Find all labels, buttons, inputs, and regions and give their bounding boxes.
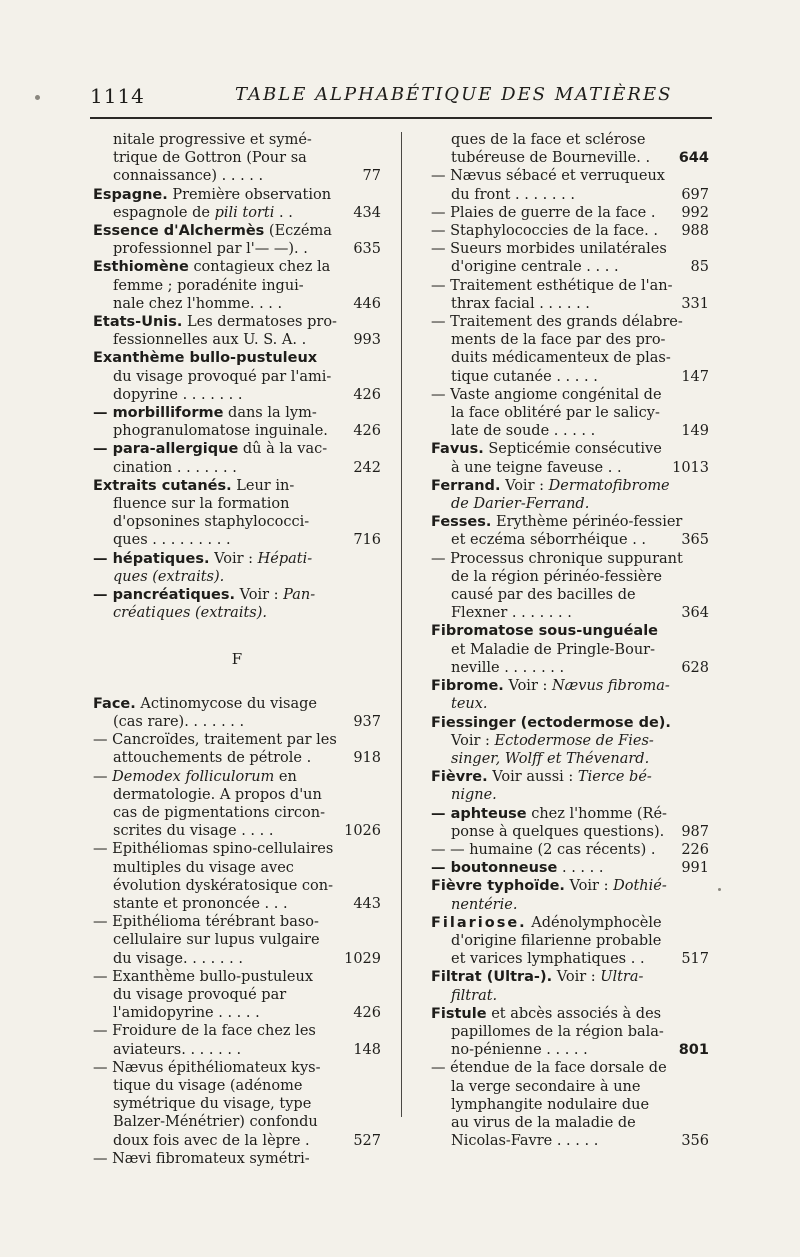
entry-text: Voir : <box>239 587 284 604</box>
index-entry <box>431 386 709 441</box>
index-entry <box>431 714 709 769</box>
entry-text: symétrique du visage, type <box>113 1096 312 1113</box>
entry-text: dû à la vac- <box>242 441 328 458</box>
entry-text: — — humaine (2 cas récents) . <box>431 841 656 858</box>
entry-text: Ultra- <box>600 969 644 986</box>
page-ref: 226 <box>681 841 709 858</box>
entry-text: Voir : <box>556 969 601 986</box>
entry-text: — <box>431 805 451 822</box>
entry-text: duits médicamenteux de plas- <box>451 350 671 367</box>
page-ref: 242 <box>353 459 381 476</box>
entry-text: — <box>93 587 113 604</box>
page-ref: 426 <box>353 1005 381 1022</box>
index-column-left <box>93 131 381 1168</box>
entry-line <box>93 768 347 786</box>
section-letter: F <box>231 650 243 669</box>
entry-text: late de soude . . . . . <box>451 423 596 440</box>
index-entry <box>431 877 709 913</box>
entry-text: Tierce bé- <box>577 769 652 786</box>
entry-text: du visage. . . . . . . <box>113 950 243 967</box>
entry-text: et abcès associés à des <box>491 1005 662 1022</box>
entry-text: causé par des bacilles de <box>451 587 636 604</box>
index-entry <box>431 131 709 167</box>
entry-text: du visage provoqué par l'ami- <box>113 368 332 385</box>
index-term: Essence d'Alchermès <box>93 223 265 240</box>
index-entry <box>431 622 709 677</box>
page-ref: 635 <box>353 241 381 258</box>
entry-text: — <box>93 441 113 458</box>
entry-text: cas de pigmentations circon- <box>113 804 325 821</box>
entry-text: papillomes de la région bala- <box>451 1023 664 1040</box>
entry-text: Première observation <box>172 186 332 203</box>
entry-line <box>93 695 347 713</box>
entry-line <box>93 204 347 222</box>
entry-line <box>431 622 675 640</box>
entry-text: Voir : <box>214 550 258 567</box>
index-term: Espagne. <box>93 186 168 203</box>
entry-text: Septicémie consécutive <box>488 441 662 458</box>
entry-text: Voir : <box>505 477 549 494</box>
index-entry <box>93 1150 381 1168</box>
index-entry <box>431 222 709 240</box>
page-ref: 918 <box>353 750 381 767</box>
index-entry <box>431 477 709 513</box>
entry-text: tubéreuse de Bourneville. . <box>451 150 651 167</box>
index-entry <box>93 731 381 767</box>
entry-text: d'origine filarienne probable <box>451 932 662 949</box>
entry-line <box>431 877 675 895</box>
index-entry <box>93 404 381 440</box>
entry-text: stante et prononcée . . . <box>113 895 288 912</box>
index-entry <box>93 258 381 313</box>
entry-text: Demodex folliculorum <box>112 768 275 785</box>
index-term: pancréatiques. <box>112 587 235 604</box>
index-entry <box>93 313 381 349</box>
entry-text: cellulaire sur lupus vulgaire <box>113 932 320 949</box>
entry-text: Voir : <box>451 732 495 749</box>
entry-line <box>93 550 347 568</box>
page-ref: 992 <box>681 204 709 221</box>
index-entry <box>93 968 381 1023</box>
entry-text: Actinomycose du visage <box>140 695 317 712</box>
index-term: Ferrand. <box>431 477 501 494</box>
entry-text: — Processus chronique suppurant <box>431 550 683 567</box>
index-term: boutonneuse <box>450 860 558 877</box>
entry-line <box>93 222 347 240</box>
index-term: Filtrat (Ultra-). <box>431 969 553 986</box>
page-ref: 147 <box>681 368 709 385</box>
entry-text: Voir : <box>508 678 552 695</box>
entry-line <box>431 914 675 932</box>
page-ref: 85 <box>690 259 709 276</box>
entry-line <box>431 732 675 750</box>
running-title: TABLE ALPHABÉTIQUE DES MATIÈRES <box>235 84 673 105</box>
entry-text: filtrat. <box>451 987 498 1004</box>
entry-text: fluence sur la formation <box>113 496 290 513</box>
entry-text: cination . . . . . . . <box>113 459 237 476</box>
page-ref: 446 <box>353 295 381 312</box>
entry-text: — Traitement des grands délabre- <box>431 314 683 331</box>
entry-text: — Staphylococcies de la face. . <box>431 223 658 240</box>
index-term: Fesses. <box>431 514 492 531</box>
entry-text: Dermatofibrome <box>548 477 670 494</box>
page-ref: 148 <box>353 1041 381 1058</box>
entry-text: — <box>93 768 113 785</box>
index-term: hépatiques. <box>112 550 210 567</box>
entry-text: tique du visage (adénome <box>113 1077 303 1094</box>
entry-text: singer, Wolff et Thévenard. <box>451 750 650 767</box>
entry-text: du front . . . . . . . <box>451 186 575 203</box>
entry-text: Nævus fibroma- <box>551 678 670 695</box>
page-ref: 331 <box>681 295 709 312</box>
page-ref: 426 <box>353 386 381 403</box>
index-term: Fiessinger (ectodermose de). <box>431 714 671 731</box>
index-entry <box>93 349 381 404</box>
entry-text: Hépati- <box>257 550 313 567</box>
index-term: Fibrome. <box>431 678 504 695</box>
entry-text: connaissance) . . . . . <box>113 168 264 185</box>
index-entry <box>93 768 381 841</box>
entry-text: du visage provoqué par <box>113 986 287 1003</box>
page-ref: 697 <box>681 186 709 203</box>
entry-text: dopyrine . . . . . . . <box>113 386 243 403</box>
entry-text: nitale progressive et symé- <box>113 132 312 148</box>
entry-text: — Epithéliomas spino-cellulaires <box>93 841 334 858</box>
entry-text: Erythème périnéo-fessier <box>496 514 683 531</box>
entry-text: fessionnelles aux U. S. A. . <box>113 332 307 349</box>
entry-text: — <box>93 405 113 422</box>
index-entry <box>431 513 709 549</box>
index-entry <box>431 204 709 222</box>
index-term: Filariose. <box>431 914 527 931</box>
index-term: Esthiomène <box>93 259 189 276</box>
entry-text: à une teigne faveuse . . <box>451 459 622 476</box>
entry-text: dermatologie. A propos d'un <box>113 786 322 803</box>
page-ref: 434 <box>353 204 381 221</box>
index-entry <box>93 131 381 186</box>
entry-text: en <box>274 768 297 785</box>
entry-text: ques de la face et sclérose <box>451 132 646 148</box>
entry-text: — Traitement esthétique de l'an- <box>431 277 673 294</box>
page-ref: 517 <box>681 951 709 968</box>
entry-text: — Nævi fibromateux symétri- <box>93 1150 310 1167</box>
header-rule <box>90 117 712 119</box>
entry-text: au virus de la maladie de <box>451 1114 636 1131</box>
entry-text: — <box>431 860 451 877</box>
page-ref: 364 <box>681 605 709 622</box>
entry-text: — <box>93 550 113 567</box>
page-number: 1114 <box>90 84 145 108</box>
entry-text: femme ; poradénite ingui- <box>113 277 304 294</box>
entry-text: aviateurs. . . . . . . <box>113 1041 242 1058</box>
entry-line <box>431 768 675 786</box>
entry-line <box>431 859 675 877</box>
entry-text: — Cancroïdes, traitement par les <box>93 732 337 749</box>
entry-text: d'origine centrale . . . . <box>451 259 619 276</box>
page-ref: 426 <box>353 423 381 440</box>
entry-text: trique de Gottron (Pour sa <box>113 150 307 167</box>
entry-text: tique cutanée . . . . . <box>451 368 598 385</box>
entry-text: lymphangite nodulaire due <box>451 1096 650 1113</box>
entry-line <box>431 805 675 823</box>
entry-line <box>431 677 675 695</box>
entry-text: professionnel par l'— —). . <box>113 241 308 258</box>
page-ref: 628 <box>681 659 709 676</box>
entry-text: Balzer-Ménétrier) confondu <box>113 1114 318 1131</box>
entry-text: scrites du visage . . . . <box>113 823 274 840</box>
page-ref: 644 <box>678 150 709 167</box>
entry-line <box>93 313 347 331</box>
index-term: morbilliforme <box>112 405 224 422</box>
entry-line <box>431 513 683 531</box>
index-entry <box>93 550 381 586</box>
entry-text: . . <box>274 204 293 221</box>
entry-text: évolution dyskératosique con- <box>113 877 334 894</box>
entry-text: de Darier-Ferrand. <box>451 496 590 513</box>
index-entry <box>431 859 709 877</box>
column-divider <box>401 132 402 1117</box>
entry-text: — Nævus sébacé et verruqueux <box>431 168 665 185</box>
entry-text: nentérie. <box>451 896 518 913</box>
entry-line <box>93 404 347 422</box>
entry-text: (Eczéma <box>268 223 332 240</box>
index-entry <box>93 840 381 913</box>
index-entry <box>431 841 709 859</box>
entry-text: Pan- <box>283 587 316 604</box>
entry-text: phogranulomatose inguinale. <box>113 423 328 440</box>
entry-text: — Exanthème bullo-pustuleux <box>93 968 314 985</box>
entry-text: ques . . . . . . . . . <box>113 532 231 549</box>
page-ref: 991 <box>681 860 709 877</box>
entry-text: ques (extraits). <box>113 568 225 585</box>
entry-line <box>93 440 347 458</box>
entry-text: Les dermatoses pro- <box>187 314 337 331</box>
entry-line <box>431 968 675 986</box>
entry-text: Leur in- <box>236 477 295 494</box>
index-column-right <box>431 131 709 1150</box>
page-ref: 443 <box>353 895 381 912</box>
entry-text: dans la lym- <box>228 405 317 422</box>
entry-text: et eczéma séborrhéique . . <box>451 532 647 549</box>
index-term: aphteuse <box>450 805 527 822</box>
index-entry <box>431 550 709 623</box>
index-entry <box>93 695 381 731</box>
index-entry <box>93 913 381 968</box>
entry-text: . . . . . <box>562 860 604 877</box>
entry-line <box>93 477 347 495</box>
entry-text: teux. <box>451 696 488 713</box>
entry-text: — Sueurs morbides unilatérales <box>431 241 667 258</box>
page-ref: 1029 <box>344 950 381 967</box>
entry-text: no-pénienne . . . . . <box>451 1042 588 1059</box>
index-term: Etats-Unis. <box>93 314 183 331</box>
entry-text: — Plaies de guerre de la face . <box>431 204 656 221</box>
entry-text: Nicolas-Favre . . . . . <box>451 1133 599 1150</box>
entry-text: Dothié- <box>613 878 667 895</box>
entry-text: l'amidopyrine . . . . . <box>113 1005 260 1022</box>
page-ref: 1013 <box>672 459 709 476</box>
index-entry <box>431 167 709 203</box>
index-term: Fibromatose sous-unguéale <box>431 623 659 640</box>
entry-text: Adénolymphocèle <box>531 914 662 931</box>
entry-text: — Epithélioma térébrant baso- <box>93 914 319 931</box>
entry-text: nigne. <box>451 787 497 804</box>
index-term: Exanthème bullo-pustuleux <box>93 350 318 367</box>
entry-text: la face oblitéré par le salicy- <box>451 405 660 422</box>
page-ref: 1026 <box>344 823 381 840</box>
ink-blot <box>35 95 40 100</box>
index-entry <box>431 914 709 969</box>
index-entry <box>93 477 381 550</box>
page-ref: 356 <box>681 1133 709 1150</box>
index-entry <box>431 277 709 313</box>
index-term: para-allergique <box>112 441 239 458</box>
index-entry <box>431 805 709 841</box>
index-entry <box>431 1005 709 1060</box>
page-ref: 77 <box>362 168 381 185</box>
entry-line <box>431 1005 675 1023</box>
index-term: Fistule <box>431 1005 487 1022</box>
entry-text: (cas rare). . . . . . . <box>113 713 245 730</box>
entry-text: ponse à quelques questions). <box>451 823 665 840</box>
index-entry <box>93 586 381 622</box>
entry-line <box>431 440 675 458</box>
entry-text: multiples du visage avec <box>113 859 294 876</box>
entry-text: ments de la face par des pro- <box>451 332 666 349</box>
entry-text: et Maladie de Pringle-Bour- <box>451 641 655 658</box>
page-ref: 716 <box>353 532 381 549</box>
page-ref: 801 <box>678 1042 709 1059</box>
index-term: Fièvre. <box>431 769 488 786</box>
index-entry <box>431 240 709 276</box>
index-entry <box>431 968 709 1004</box>
index-entry <box>93 1059 381 1150</box>
entry-text: — Froidure de la face chez les <box>93 1023 316 1040</box>
entry-line <box>93 186 347 204</box>
entry-text: de la région périnéo-fessière <box>451 568 663 585</box>
page-ref: 988 <box>681 223 709 240</box>
entry-line <box>431 714 675 732</box>
index-term: Extraits cutanés. <box>93 477 232 494</box>
entry-text: d'opsonines staphylococci- <box>113 514 310 531</box>
entry-text: neville . . . . . . . <box>451 659 565 676</box>
entry-text: doux fois avec de la lèpre . <box>113 1132 310 1149</box>
entry-line <box>93 586 347 604</box>
page-ref: 993 <box>353 332 381 349</box>
entry-text: Voir : <box>569 878 614 895</box>
ink-blot <box>718 888 721 891</box>
entry-text: Voir aussi : <box>492 769 578 786</box>
index-entry <box>93 440 381 476</box>
index-term: Favus. <box>431 441 484 458</box>
page-ref: 527 <box>353 1132 381 1149</box>
page-ref: 365 <box>681 532 709 549</box>
entry-text: espagnole de <box>113 204 215 221</box>
index-entry <box>93 186 381 222</box>
entry-text: thrax facial . . . . . . <box>451 295 590 312</box>
index-entry <box>431 440 709 476</box>
index-term: Face. <box>93 695 136 712</box>
entry-line <box>93 258 347 276</box>
page-ref: 987 <box>681 823 709 840</box>
index-entry <box>93 1022 381 1058</box>
entry-text: — étendue de la face dorsale de <box>431 1060 667 1077</box>
index-entry <box>93 222 381 258</box>
entry-line <box>431 477 675 495</box>
page-ref: 937 <box>353 713 381 730</box>
index-entry <box>431 313 709 386</box>
entry-text: chez l'homme (Ré- <box>531 805 667 822</box>
entry-line <box>93 349 347 367</box>
entry-text: — Nævus épithéliomateux kys- <box>93 1059 321 1076</box>
index-entry <box>431 768 709 804</box>
entry-text: la verge secondaire à une <box>451 1078 641 1095</box>
running-header <box>90 82 710 112</box>
entry-text: contagieux chez la <box>193 259 331 276</box>
entry-text: pili torti <box>214 204 275 221</box>
entry-text: et varices lymphatiques . . <box>451 951 645 968</box>
entry-text: nale chez l'homme. . . . <box>113 295 283 312</box>
index-entry <box>431 677 709 713</box>
entry-text: créatiques (extraits). <box>113 605 267 622</box>
index-entry <box>431 1059 709 1150</box>
entry-text: Ectodermose de Fies- <box>494 732 654 749</box>
entry-text: — Vaste angiome congénital de <box>431 386 662 403</box>
entry-text: attouchements de pétrole . <box>113 750 312 767</box>
page-ref: 149 <box>681 423 709 440</box>
index-term: Fièvre typhoïde. <box>431 878 565 895</box>
entry-text: Flexner . . . . . . . <box>451 605 572 622</box>
